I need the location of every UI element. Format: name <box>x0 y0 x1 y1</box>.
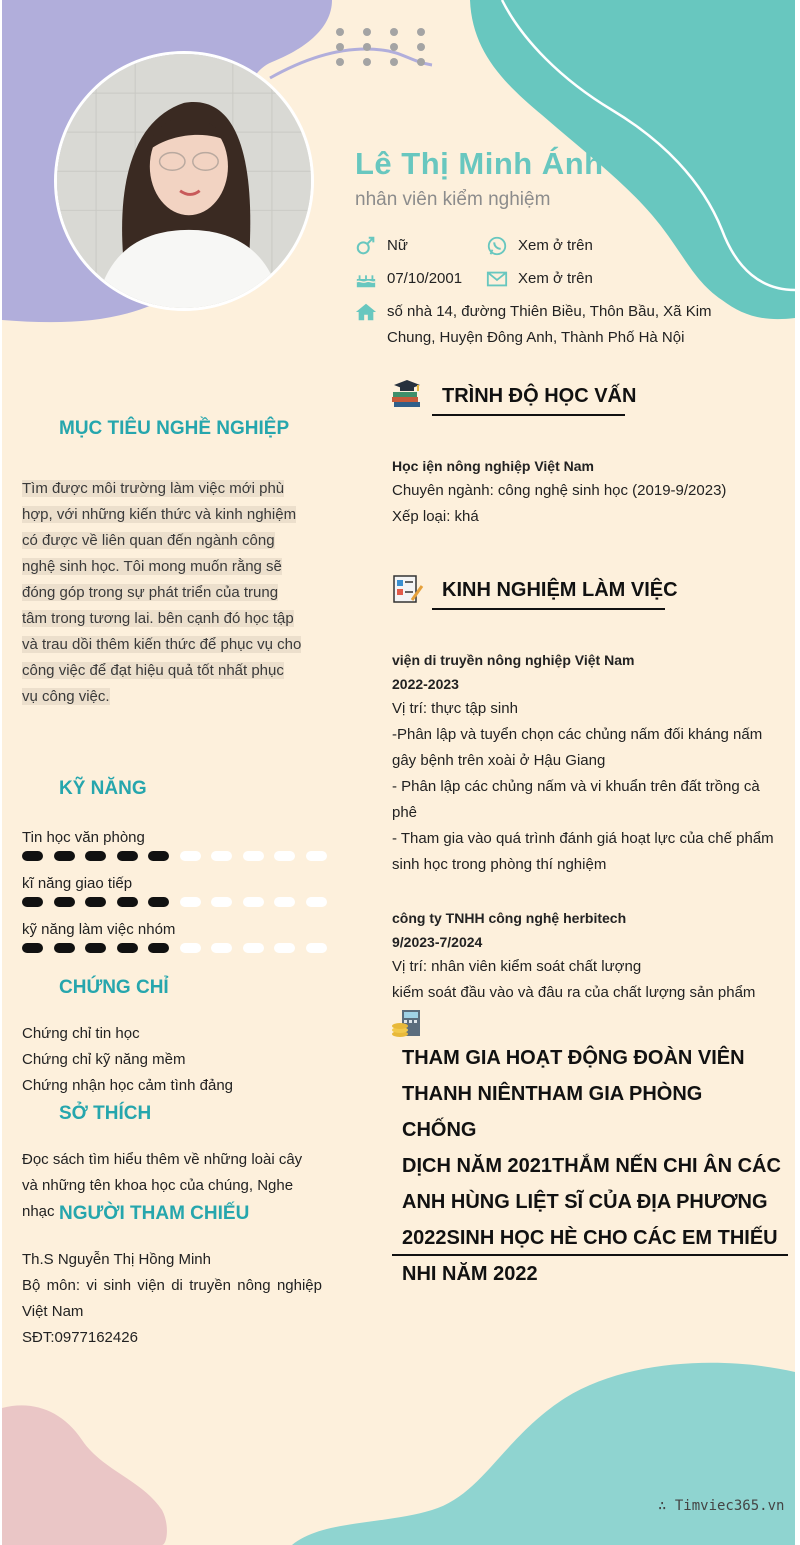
certificates-title: CHỨNG CHỈ <box>59 977 169 998</box>
objective-line: có được về liên quan đến ngành công <box>22 532 275 549</box>
skill-dot-empty <box>211 943 232 953</box>
teal-bottom-blob <box>292 1363 795 1545</box>
whatsapp-icon <box>486 235 508 257</box>
candidate-name: Lê Thị Minh Ánh <box>355 146 604 181</box>
activity-line: THAM GIA HOẠT ĐỘNG ĐOÀN VIÊN <box>402 1047 745 1069</box>
certificates-list <box>22 1021 322 1099</box>
job-period: 2022-2023 <box>392 676 459 692</box>
major: Chuyên ngành: công nghệ sinh học (2019-9/2023) <box>392 482 727 499</box>
skill-dot-empty <box>306 943 327 953</box>
company-name: công ty TNHH công nghệ herbitech <box>392 910 627 926</box>
activity-line: ANH HÙNG LIỆT SĨ CỦA ĐỊA PHƯƠNG <box>402 1191 768 1213</box>
objective-line: vụ công việc. <box>22 688 110 705</box>
birthday-value: 07/10/2001 <box>387 270 463 287</box>
job-line: -Phân lập và tuyển chọn các chủng nấm đối kháng nấm <box>392 726 763 743</box>
job-line: phê <box>392 804 418 821</box>
objective-line: tâm trong tương lai. bên cạnh đó học tập <box>22 610 294 627</box>
cake-icon <box>355 268 377 290</box>
skill-dot-filled <box>22 943 43 953</box>
job-line: - Tham gia vào quá trình đánh giá hoạt lực của chế phẩm <box>392 830 774 847</box>
skill-dot-filled <box>85 897 106 907</box>
reference-phone: SĐT:0977162426 <box>22 1329 138 1346</box>
job-line: - Phân lập các chủng nấm và vi khuẩn trên đất trồng cà <box>392 778 760 795</box>
activity-line: THANH NIÊNTHAM GIA PHÒNG CHỐNG <box>402 1083 703 1141</box>
objective-title: MỤC TIÊU NGHỀ NGHIỆP <box>59 418 290 439</box>
skill-dot-filled <box>117 943 138 953</box>
work-document-icon <box>390 572 424 606</box>
certificate-item: Chứng nhận học cảm tình đảng <box>22 1077 234 1094</box>
objective-line: nghệ sinh học. Tôi mong muốn rằng sẽ <box>22 558 282 575</box>
skill-dot-empty <box>180 943 201 953</box>
skill-dot-filled <box>85 943 106 953</box>
activity-line: DỊCH NĂM 2021THẮM NẾN CHI ÂN CÁC <box>402 1155 781 1177</box>
gender-icon <box>355 235 377 257</box>
job-block <box>392 906 782 1006</box>
portrait-illustration <box>57 54 311 308</box>
title-underline <box>432 414 625 416</box>
job-line: kiểm soát đầu vào và đâu ra của chất lượng sản phẩm <box>392 984 756 1001</box>
phone-value: Xem ở trên <box>518 237 593 254</box>
skill-dot-filled <box>22 851 43 861</box>
skill-dot-empty <box>180 851 201 861</box>
address-value: số nhà 14, đường Thiên Biều, Thôn Bầu, Xã Kim Chung, Huyện Đông Anh, Thành Phố Hà Nội <box>387 303 712 346</box>
skill-dot-empty <box>306 897 327 907</box>
job-position: Vị trí: nhân viên kiểm soát chất lượng <box>392 958 642 975</box>
skill-dot-filled <box>54 851 75 861</box>
skill-dot-empty <box>274 851 295 861</box>
hobbies-text: Đọc sách tìm hiểu thêm về những loài cây và những tên khoa học của chúng, Nghe nhạc <box>22 1151 303 1220</box>
coins-calculator-icon <box>390 1008 424 1040</box>
skill-name: kỹ năng làm việc nhóm <box>22 921 176 938</box>
home-icon <box>355 301 377 323</box>
activity-line: NHI NĂM 2022 <box>402 1263 538 1285</box>
education-title-text: TRÌNH ĐỘ HỌC VẤN <box>442 385 637 407</box>
education-title <box>442 385 636 408</box>
address-row <box>387 299 717 351</box>
skill-dot-empty <box>243 943 264 953</box>
skill-dot-filled <box>148 943 169 953</box>
job-block <box>392 648 782 878</box>
skill-dot-empty <box>306 851 327 861</box>
skill-dot-filled <box>117 897 138 907</box>
reference-name: Th.S Nguyễn Thị Hồng Minh <box>22 1251 211 1268</box>
skill-dot-filled <box>117 851 138 861</box>
skill-dot-empty <box>274 897 295 907</box>
pink-blob <box>2 1405 167 1545</box>
skill-dot-filled <box>54 897 75 907</box>
reference-dept: Bộ môn: vi sinh viện di truyền nông nghiệp Việt Nam <box>22 1277 322 1320</box>
skill-dot-filled <box>54 943 75 953</box>
objective-line: hợp, với những kiến thức và kinh nghiệm <box>22 506 297 523</box>
education-block <box>392 454 782 530</box>
objective-text <box>22 476 321 710</box>
skill-dot-empty <box>243 897 264 907</box>
job-period: 9/2023-7/2024 <box>392 934 483 950</box>
email-value: Xem ở trên <box>518 270 593 287</box>
email-row <box>518 266 593 292</box>
hobbies-title: SỞ THÍCH <box>59 1103 152 1124</box>
birthday-row <box>387 266 462 292</box>
objective-line: Tìm được môi trường làm việc mới phù <box>22 480 285 497</box>
grade: Xếp loại: khá <box>392 508 479 525</box>
objective-line: đóng góp trong sự phát triển của trung <box>22 584 279 601</box>
certificate-item: Chứng chỉ kỹ năng mềm <box>22 1051 186 1068</box>
job-title: nhân viên kiểm nghiệm <box>355 189 551 210</box>
objective-line: công việc để đạt hiệu quả tốt nhất phục <box>22 662 284 679</box>
footer-brand: ∴ Timviec365.vn <box>658 1498 785 1514</box>
avatar <box>54 51 314 311</box>
skill-dot-empty <box>211 897 232 907</box>
skill-dot-filled <box>85 851 106 861</box>
skill-dot-empty <box>180 897 201 907</box>
lavender-curve <box>270 49 432 78</box>
reference-block <box>22 1247 322 1351</box>
skill-dot-empty <box>211 851 232 861</box>
skill-name: Tin học văn phòng <box>22 829 145 846</box>
skill-level-bar <box>22 850 322 862</box>
title-underline <box>432 608 665 610</box>
experience-title-text: KINH NGHIỆM LÀM VIỆC <box>442 579 678 601</box>
phone-row <box>518 233 593 259</box>
skill-level-bar <box>22 942 322 954</box>
graduation-books-icon <box>390 377 424 411</box>
objective-line: và trau dồi thêm kiến thức để phục vụ cho <box>22 636 302 653</box>
gender-row <box>387 233 408 259</box>
skill-dot-empty <box>274 943 295 953</box>
school-name: Học iện nông nghiệp Việt Nam <box>392 458 594 474</box>
job-position: Vị trí: thực tập sinh <box>392 700 518 717</box>
skills-title: KỸ NĂNG <box>59 778 147 799</box>
job-line: sinh học trong phòng thí nghiệm <box>392 856 607 873</box>
skill-dot-filled <box>148 851 169 861</box>
certificate-item: Chứng chỉ tin học <box>22 1025 140 1042</box>
activities-underline <box>392 1254 788 1256</box>
references-title: NGƯỜI THAM CHIẾU <box>59 1203 250 1224</box>
skill-name: kĩ năng giao tiếp <box>22 875 133 892</box>
activity-line: 2022SINH HỌC HÈ CHO CÁC EM THIẾU <box>402 1227 778 1249</box>
cv-page <box>2 0 795 1545</box>
skill-level-bar <box>22 896 322 908</box>
skill-dot-filled <box>148 897 169 907</box>
gender-value: Nữ <box>387 237 408 254</box>
mail-icon <box>486 268 508 290</box>
skill-dot-empty <box>243 851 264 861</box>
experience-title <box>442 579 678 602</box>
skill-dot-filled <box>22 897 43 907</box>
job-line: gây bệnh trên xoài ở Hậu Giang <box>392 752 606 769</box>
company-name: viện di truyền nông nghiệp Việt Nam <box>392 652 635 668</box>
